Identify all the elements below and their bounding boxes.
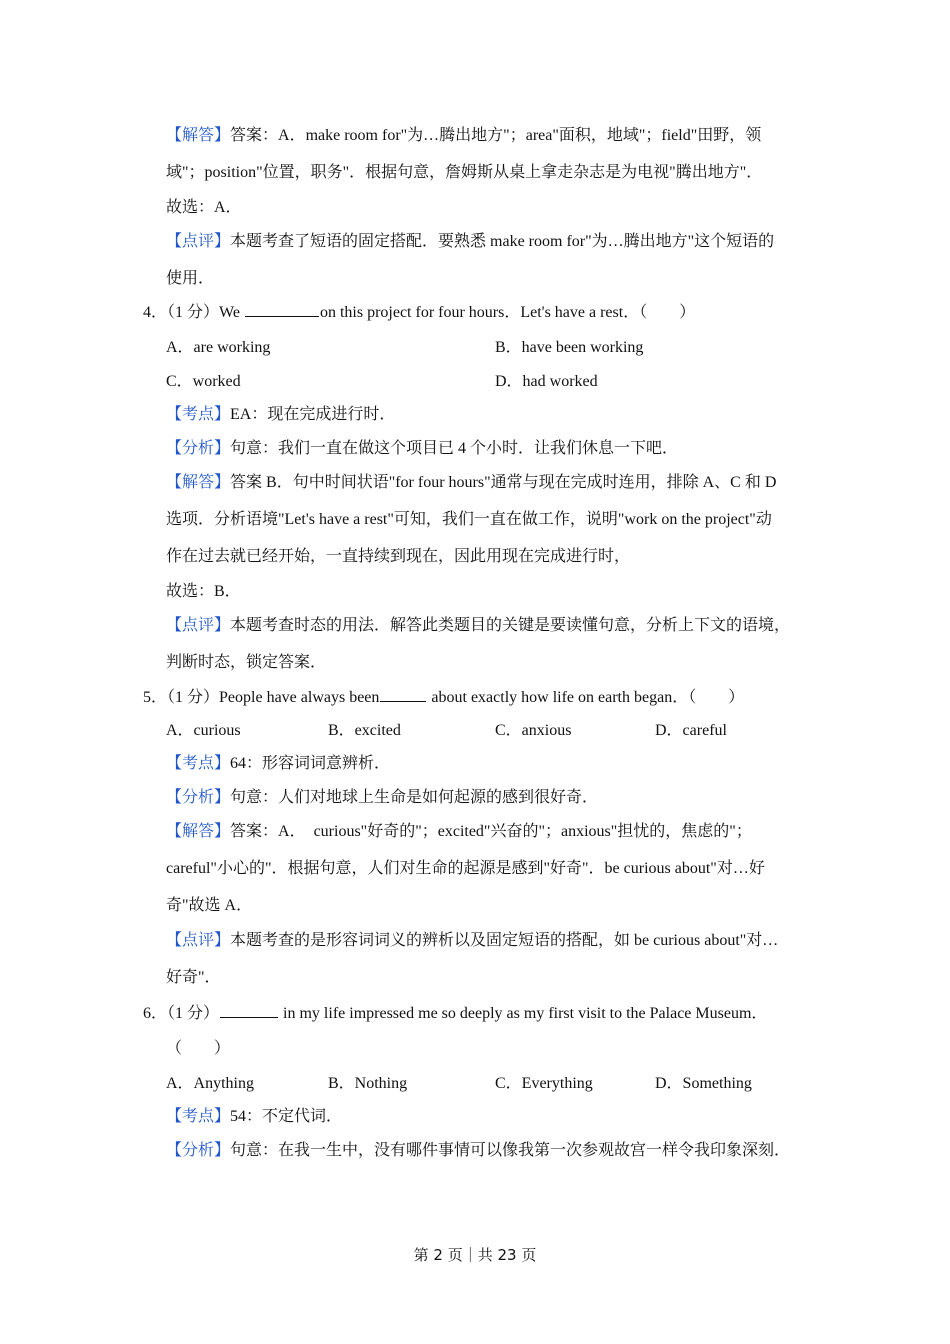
- q4-option-c: C．worked: [166, 373, 241, 390]
- q4-jieda-line-3: 作在过去就已经开始，一直持续到现在，因此用现在完成进行时，: [166, 548, 631, 565]
- q4-option-d: D．had worked: [495, 373, 598, 390]
- q5-fenxi: 【分析】句意：人们对地球上生命是如何起源的感到很好奇．: [166, 789, 599, 806]
- q4-kaodian: 【考点】EA：现在完成进行时．: [166, 406, 396, 423]
- q3-dianping-line-1: 【点评】本题考查了短语的固定搭配．要熟悉 make room for"为…腾出地方"这个短语的: [166, 233, 775, 250]
- q6-number: 6．: [143, 1005, 168, 1022]
- q5-dianping-line-2: 好奇"．: [166, 969, 221, 986]
- page-number-footer: 第 2 页｜共 23 页: [413, 1246, 537, 1264]
- q6-stem: 6．（1 分） in my life impressed me so deeply as my first visit to the Palace Museum．: [143, 1001, 767, 1025]
- q5-kaodian: 【考点】64：形容词词意辨析．: [166, 755, 391, 772]
- kaodian-tag: 【考点】: [166, 1108, 231, 1125]
- q3-jieda-line-2: 域"；position"位置，职务"．根据句意，詹姆斯从桌上拿走杂志是为电视"腾出地方"．: [166, 164, 763, 181]
- q4-jieda-line-4: 故选：B．: [166, 583, 241, 600]
- jieda-tag: 【解答】: [166, 474, 231, 491]
- q6-blank: [220, 1001, 278, 1018]
- q6-option-c: C．Everything: [495, 1075, 593, 1092]
- dianping-tag: 【点评】: [166, 932, 231, 949]
- q4-fenxi: 【分析】句意：我们一直在做这个项目已 4 个小时．让我们休息一下吧．: [166, 440, 679, 457]
- q5-option-a: A．curious: [166, 722, 241, 739]
- q5-jieda-line-1: 【解答】答案：A． curious"好奇的"；excited"兴奋的"；anxious"担忧的，焦虑的"；: [166, 823, 752, 840]
- q3-jieda-line-3: 故选：A．: [166, 199, 242, 216]
- jieda-tag: 【解答】: [166, 823, 231, 840]
- q4-option-b: B．have been working: [495, 339, 644, 356]
- q5-jieda-line-3: 奇"故选 A．: [166, 897, 253, 914]
- q4-option-a: A．are working: [166, 339, 271, 356]
- fenxi-tag: 【分析】: [166, 440, 231, 457]
- q5-option-c: C．anxious: [495, 722, 572, 739]
- q6-fenxi: 【分析】句意：在我一生中，没有哪件事情可以像我第一次参观故宫一样令我印象深刻．: [166, 1142, 791, 1159]
- fenxi-tag: 【分析】: [166, 1142, 231, 1159]
- q4-number: 4．: [143, 304, 168, 321]
- q5-blank: [380, 685, 426, 702]
- dianping-tag: 【点评】: [166, 617, 231, 634]
- q4-stem: 4．（1 分）We on this project for four hours．Let's have a rest．（ ）: [143, 300, 695, 324]
- jieda-tag: 【解答】: [166, 127, 231, 144]
- q6-option-d: D．Something: [655, 1075, 752, 1092]
- q3-dianping-line-2: 使用．: [166, 270, 215, 287]
- fenxi-tag: 【分析】: [166, 789, 231, 806]
- q5-option-d: D．careful: [655, 722, 727, 739]
- q6-option-b: B．Nothing: [328, 1075, 408, 1092]
- q4-dianping-line-2: 判断时态，锁定答案．: [166, 654, 327, 671]
- q3-jieda-line-1: 【解答】答案：A．make room for"为…腾出地方"；area"面积，地域"；field"田野，领: [166, 127, 762, 144]
- q4-dianping-line-1: 【点评】本题考查时态的用法．解答此类题目的关键是要读懂句意，分析上下文的语境，: [166, 617, 791, 634]
- dianping-tag: 【点评】: [166, 233, 231, 250]
- q5-option-b: B．excited: [328, 722, 401, 739]
- q4-jieda-line-1: 【解答】答案 B．句中时间状语"for four hours"通常与现在完成时连用，排除 A、C 和 D: [166, 474, 777, 491]
- q5-stem: 5．（1 分）People have always been about exactly how life on earth began．（ ）: [143, 685, 744, 709]
- q6-stem-line-2: （ ）: [166, 1040, 231, 1057]
- kaodian-tag: 【考点】: [166, 755, 231, 772]
- q5-number: 5．: [143, 689, 168, 706]
- q5-jieda-line-2: careful"小心的"．根据句意，人们对生命的起源是感到"好奇"．be curious about"对…好: [166, 860, 765, 877]
- q6-option-a: A．Anything: [166, 1075, 255, 1092]
- q5-dianping-line-1: 【点评】本题考查的是形容词词义的辨析以及固定短语的搭配，如 be curious about"对…: [166, 932, 779, 949]
- kaodian-tag: 【考点】: [166, 406, 231, 423]
- q6-kaodian: 【考点】54：不定代词．: [166, 1108, 343, 1125]
- q4-blank: [245, 300, 319, 317]
- q4-jieda-line-2: 选项．分析语境"Let's have a rest"可知，我们一直在做工作，说明"work on the project"动: [166, 511, 772, 528]
